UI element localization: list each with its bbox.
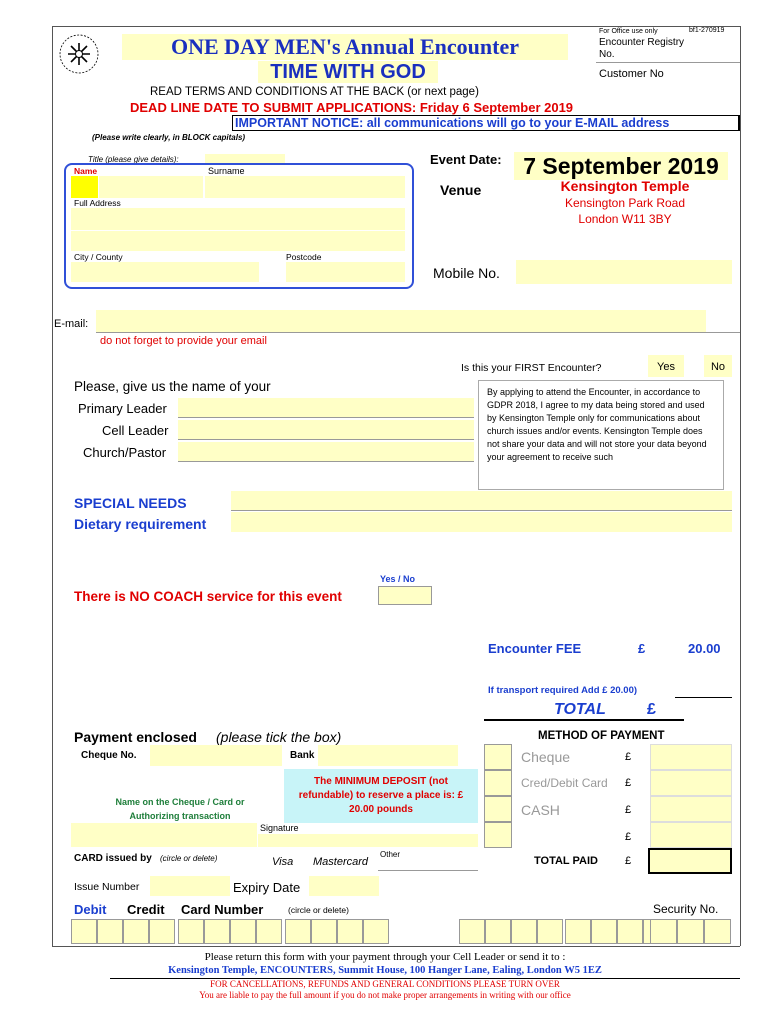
return-address: Kensington Temple, ENCOUNTERS, Summit House, 100 Hanger Lane, Ealing, London W5 1EZ — [168, 965, 602, 976]
customer-label: Customer No — [599, 68, 664, 80]
method-cheque: Cheque — [521, 749, 571, 765]
email-label: E-mail: — [54, 318, 89, 330]
payment-heading: Payment enclosed — [74, 729, 197, 745]
payment-heading-note: (please tick the box) — [216, 729, 342, 745]
fee-label: Encounter FEE — [488, 641, 582, 656]
address-line-2[interactable] — [71, 231, 405, 251]
cash-tick-box[interactable] — [484, 796, 512, 822]
total-paid-pound: £ — [625, 855, 632, 867]
security-digit-cell[interactable] — [650, 919, 677, 944]
write-clearly: (Please write clearly, in BLOCK capitals) — [92, 133, 246, 142]
surname-label: Surname — [208, 166, 245, 176]
transport-line — [675, 697, 732, 698]
expiry-label: Expiry Date — [233, 880, 301, 895]
total-paid-field[interactable] — [648, 848, 732, 874]
venue-label: Venue — [440, 182, 482, 198]
primary-leader-label: Primary Leader — [78, 401, 167, 416]
cheque-no-label: Cheque No. — [81, 750, 137, 761]
fee-currency: £ — [638, 641, 646, 656]
deposit-notice: The MINIMUM DEPOSIT (not refundable) to reserve a place is: £ 20.00 pounds — [284, 769, 478, 823]
form-title: ONE DAY MEN's Annual Encounter — [122, 34, 568, 60]
email-underline — [96, 332, 740, 333]
credit-option[interactable]: Credit — [127, 902, 165, 917]
surname-field[interactable] — [205, 176, 405, 198]
total-paid-label: TOTAL PAID — [534, 855, 598, 867]
other-tick-box[interactable] — [484, 822, 512, 848]
postcode-field[interactable] — [286, 262, 405, 282]
special-needs-label: SPECIAL NEEDS — [74, 495, 187, 511]
coach-checkbox[interactable] — [378, 586, 432, 605]
card-digit-cell[interactable] — [537, 919, 563, 944]
return-text: Please return this form with your payment through your Cell Leader or send it to : — [204, 951, 566, 963]
card-digit-cell[interactable] — [459, 919, 485, 944]
signature-label: Signature — [260, 823, 299, 833]
card-digit-cell[interactable] — [71, 919, 97, 944]
other-amount[interactable] — [650, 822, 732, 848]
church-pastor-field[interactable] — [178, 442, 474, 462]
cheque-no-field[interactable] — [150, 745, 282, 766]
card-tick-box[interactable] — [484, 770, 512, 796]
address-line-1[interactable] — [71, 208, 405, 230]
office-use-label: For Office use only — [599, 28, 658, 35]
liable-text: You are liable to pay the full amount if you do not make proper arrangements in writing with our office — [199, 990, 571, 1000]
other-card-line — [378, 870, 478, 871]
office-divider — [596, 62, 740, 63]
event-date-label: Event Date: — [430, 152, 502, 167]
deadline-text: DEAD LINE DATE TO SUBMIT APPLICATIONS: Friday 6 September 2019 — [130, 100, 574, 115]
pound-sign-2: £ — [625, 777, 632, 789]
card-digit-cell[interactable] — [230, 919, 256, 944]
postcode-label: Postcode — [286, 252, 322, 262]
card-digit-cell[interactable] — [591, 919, 617, 944]
leaders-intro: Please, give us the name of your — [74, 379, 271, 394]
security-digit-cell[interactable] — [677, 919, 704, 944]
event-date: 7 September 2019 — [514, 152, 728, 180]
bank-field[interactable] — [318, 745, 458, 766]
title-label: Title (please give details): — [88, 155, 179, 164]
important-notice: IMPORTANT NOTICE: all communications will go to your E-MAIL address — [232, 115, 740, 131]
first-encounter-question: Is this your FIRST Encounter? — [461, 362, 602, 374]
card-digit-cell[interactable] — [565, 919, 591, 944]
dietary-field[interactable] — [231, 512, 732, 532]
name-on-cheque-field[interactable] — [71, 823, 257, 847]
total-underline — [484, 719, 684, 721]
dietary-label: Dietary requirement — [74, 516, 207, 532]
office-code: bf1-270919 — [689, 27, 725, 34]
address-label: Full Address — [74, 198, 121, 208]
card-digit-cell[interactable] — [285, 919, 311, 944]
issue-number-label: Issue Number — [74, 881, 140, 893]
venue-line-1: Kensington Park Road — [564, 196, 686, 210]
method-cash: CASH — [521, 802, 560, 818]
office-use-box — [596, 26, 740, 88]
name-on-cheque-label: Name on the Cheque / Card or Authorizing transaction — [115, 797, 245, 821]
card-amount[interactable] — [650, 770, 732, 796]
pound-sign-4: £ — [625, 831, 632, 843]
method-card: Cred/Debit Card — [521, 776, 608, 790]
email-reminder: do not forget to provide your email — [100, 335, 267, 347]
read-terms: READ TERMS AND CONDITIONS AT THE BACK (or next page) — [150, 86, 479, 98]
cancellations-text: FOR CANCELLATIONS, REFUNDS AND GENERAL CONDITIONS PLEASE TURN OVER — [210, 979, 560, 989]
coach-notice: There is NO COACH service for this event — [74, 589, 342, 604]
total-currency: £ — [647, 701, 656, 718]
card-digit-cell[interactable] — [511, 919, 537, 944]
church-logo — [57, 32, 101, 76]
form-subtitle: TIME WITH GOD — [258, 61, 438, 83]
card-digit-cell[interactable] — [485, 919, 511, 944]
form-left-border — [52, 26, 53, 946]
cell-leader-label: Cell Leader — [102, 423, 169, 438]
card-digit-cell[interactable] — [97, 919, 123, 944]
city-field[interactable] — [71, 262, 259, 282]
expiry-field[interactable] — [309, 876, 379, 896]
card-digit-cell[interactable] — [149, 919, 175, 944]
card-issued-note: (circle or delete) — [160, 854, 218, 863]
mobile-label: Mobile No. — [433, 265, 500, 281]
cash-amount[interactable] — [650, 796, 732, 822]
mobile-field[interactable] — [516, 260, 732, 284]
signature-field[interactable] — [258, 834, 478, 847]
first-name-field[interactable] — [99, 176, 203, 198]
card-digit-cell[interactable] — [204, 919, 230, 944]
card-number-note: (circle or delete) — [288, 905, 349, 915]
email-field[interactable] — [96, 310, 706, 332]
venue-line-2: London W11 3BY — [578, 212, 672, 226]
primary-leader-field[interactable] — [178, 398, 474, 418]
card-digit-cell[interactable] — [123, 919, 149, 944]
transport-label: If transport required Add £ 20.00) — [488, 685, 638, 696]
city-label: City / County — [74, 252, 123, 262]
visa-option[interactable]: Visa — [272, 856, 294, 868]
total-label: TOTAL — [554, 701, 606, 718]
issue-number-field[interactable] — [150, 876, 230, 896]
card-digit-cell[interactable] — [256, 919, 282, 944]
gdpr-notice: By applying to attend the Encounter, in accordance to GDPR 2018, I agree to my data being stored and used by Kensington Temple only for communications about church issues and/or events. Kensington Temple does not share your data and will not store your data beyond your agreement to receive such — [478, 380, 724, 490]
mastercard-option[interactable]: Mastercard — [313, 856, 369, 868]
pound-sign-3: £ — [625, 804, 632, 816]
cheque-amount[interactable] — [650, 744, 732, 770]
security-label: Security No. — [653, 902, 719, 916]
venue-name: Kensington Temple — [560, 178, 690, 194]
cheque-tick-box[interactable] — [484, 744, 512, 770]
bottom-rule — [52, 946, 740, 947]
cell-leader-field[interactable] — [178, 420, 474, 440]
pound-sign-1: £ — [625, 751, 632, 763]
name-label: Name — [74, 166, 98, 176]
debit-option[interactable]: Debit — [74, 902, 107, 917]
card-digit-cell[interactable] — [363, 919, 389, 944]
security-digit-cell[interactable] — [704, 919, 731, 944]
first-yes-option[interactable]: Yes — [648, 355, 684, 377]
card-issued-label: CARD issued by — [74, 853, 152, 864]
bank-label: Bank — [290, 750, 315, 761]
first-no-option[interactable]: No — [704, 355, 732, 377]
method-heading: METHOD OF PAYMENT — [538, 730, 665, 742]
card-digit-cell[interactable] — [337, 919, 363, 944]
name-field[interactable] — [71, 176, 98, 198]
special-needs-field[interactable] — [231, 491, 732, 511]
card-digit-cell[interactable] — [178, 919, 204, 944]
other-card-option[interactable]: Other — [380, 850, 401, 859]
fee-value: 20.00 — [688, 641, 721, 656]
coach-yes-no: Yes / No — [380, 574, 416, 584]
registry-label: Encounter Registry No. — [599, 37, 685, 60]
card-digit-cell[interactable] — [311, 919, 337, 944]
form-right-border — [740, 26, 741, 946]
card-number-label: Card Number — [181, 902, 264, 917]
church-pastor-label: Church/Pastor — [83, 445, 167, 460]
card-digit-cell[interactable] — [617, 919, 643, 944]
